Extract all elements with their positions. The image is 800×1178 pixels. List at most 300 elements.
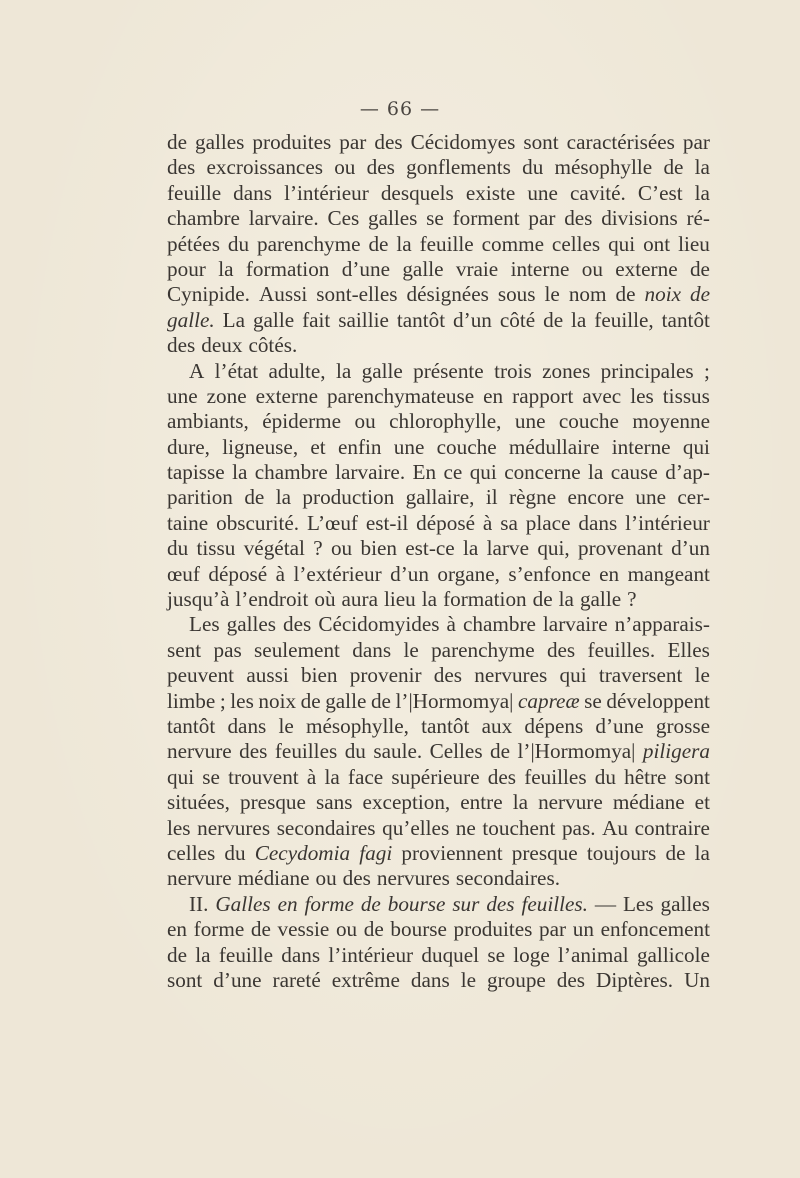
word: la xyxy=(421,587,438,612)
text-line xyxy=(167,359,710,384)
word: de xyxy=(615,282,636,307)
word: tissus xyxy=(662,383,710,408)
word: de xyxy=(360,891,381,916)
word: Celles xyxy=(429,739,483,764)
word: un xyxy=(572,917,594,942)
word: ou xyxy=(354,409,376,434)
word: chambre xyxy=(254,460,328,485)
word: côtés. xyxy=(248,333,298,358)
word: de xyxy=(167,942,187,967)
word: concerne xyxy=(504,460,581,485)
word: Galles xyxy=(215,891,271,916)
text-line xyxy=(167,841,710,866)
word: existe xyxy=(465,180,516,205)
word: Diptères. xyxy=(596,967,674,992)
word: par xyxy=(339,130,367,154)
word: saillie xyxy=(338,307,389,332)
word: forme xyxy=(193,917,245,942)
word: de xyxy=(663,155,684,180)
word: des xyxy=(556,967,586,992)
word: ont xyxy=(643,231,671,256)
word: galle xyxy=(579,587,622,612)
word: et xyxy=(310,434,326,459)
word: provenant xyxy=(578,536,663,561)
word: tantôt xyxy=(661,307,710,332)
word: noix xyxy=(644,282,681,307)
word: galles xyxy=(660,891,710,916)
word: La xyxy=(222,307,245,332)
word: face xyxy=(347,764,384,789)
word: jusqu’à xyxy=(167,587,230,612)
text-line xyxy=(167,689,710,714)
word: qui xyxy=(559,663,587,688)
word: à xyxy=(275,561,286,586)
word: caractérisées xyxy=(566,130,675,154)
word: encore xyxy=(567,485,624,510)
word: l’animal xyxy=(558,942,629,967)
word: ambiants, xyxy=(167,409,249,434)
word: une xyxy=(393,434,425,459)
word: de xyxy=(244,485,265,510)
text-line xyxy=(167,435,710,460)
word: trois xyxy=(494,358,532,383)
word: déposé xyxy=(416,510,476,535)
word: la xyxy=(335,358,352,383)
word: lieu xyxy=(384,587,416,612)
word: nervures xyxy=(197,815,271,840)
word: la xyxy=(232,460,248,485)
word: L’œuf xyxy=(306,510,358,535)
word: parenchymateuse xyxy=(327,383,475,408)
word: limbe xyxy=(167,688,216,713)
word: la xyxy=(463,536,479,561)
word: avec xyxy=(582,383,622,408)
word: et xyxy=(694,790,710,815)
text-line xyxy=(167,714,710,739)
word: le xyxy=(694,663,710,688)
word: zones xyxy=(542,358,591,383)
word: feuille xyxy=(419,231,474,256)
word: ligneuse, xyxy=(222,434,299,459)
word: aussi xyxy=(246,663,289,688)
word: ? xyxy=(313,536,323,561)
word: dans xyxy=(227,713,267,738)
word: desquels xyxy=(380,180,454,205)
word: le xyxy=(403,637,419,662)
word: bourse xyxy=(390,917,447,942)
word: vraie xyxy=(455,256,499,281)
word: nom xyxy=(568,282,607,307)
word: galles xyxy=(195,130,245,154)
word: galle xyxy=(402,256,444,281)
word: nervures xyxy=(474,663,548,688)
word: des xyxy=(167,155,196,180)
word: forment xyxy=(452,206,520,231)
word: vessie xyxy=(277,917,330,942)
word: en xyxy=(599,561,620,586)
word: galle xyxy=(361,358,403,383)
word: du xyxy=(344,739,366,764)
word: saule. xyxy=(373,739,423,764)
word: trouvent xyxy=(228,764,299,789)
word: Un xyxy=(684,967,710,992)
word: des xyxy=(283,612,312,637)
text-line xyxy=(167,384,710,409)
word: organe, xyxy=(437,561,500,586)
word: chlorophylle, xyxy=(389,409,502,434)
word: où xyxy=(314,587,336,612)
word: nervure xyxy=(167,739,232,764)
word: couche xyxy=(436,434,497,459)
body-text xyxy=(167,130,710,993)
text-line xyxy=(167,485,710,510)
word: enfoncement xyxy=(600,917,710,942)
word: traversent xyxy=(598,663,683,688)
word: une xyxy=(167,383,198,408)
word: noix xyxy=(258,688,297,713)
word: dépens xyxy=(524,713,584,738)
word: feuille xyxy=(218,942,273,967)
word: la xyxy=(558,587,574,612)
word: bourse xyxy=(387,891,446,916)
word: se xyxy=(584,688,602,713)
word: des xyxy=(564,206,593,231)
word: situées, xyxy=(167,790,230,815)
word: qui xyxy=(682,434,710,459)
text-line xyxy=(167,612,710,637)
word: lieu xyxy=(678,231,710,256)
word: sont-elles xyxy=(316,282,398,307)
word: Cynipide. xyxy=(167,282,250,307)
word: grosse xyxy=(655,713,710,738)
word: moyenne xyxy=(632,409,710,434)
word: de xyxy=(543,307,564,332)
word: rapport xyxy=(512,383,574,408)
word: feuille, xyxy=(594,307,654,332)
word: sans xyxy=(315,790,353,815)
word: feuilles. xyxy=(521,891,588,916)
word: Aussi xyxy=(258,282,308,307)
word: celles xyxy=(551,231,601,256)
word: ou xyxy=(330,536,353,561)
word: mésophylle, xyxy=(305,713,409,738)
word: sont xyxy=(523,130,559,154)
word: du xyxy=(224,840,246,865)
word: divisions xyxy=(601,206,678,231)
word: interne xyxy=(510,256,570,281)
word: touchent xyxy=(482,815,556,840)
word: peuvent xyxy=(167,663,235,688)
word: — xyxy=(594,891,617,916)
word: Cécidomyides xyxy=(318,612,440,637)
word: larvaire xyxy=(542,612,608,637)
text-line xyxy=(167,155,710,180)
word: dans xyxy=(578,510,618,535)
word: côté xyxy=(499,307,536,332)
word: du xyxy=(227,231,250,256)
word: des xyxy=(167,333,196,358)
text-line xyxy=(167,866,710,891)
word: se xyxy=(202,764,220,789)
word: il xyxy=(485,485,498,510)
word: de xyxy=(250,917,271,942)
word: Cécidomyes xyxy=(410,130,516,154)
word: l’intérieur xyxy=(328,942,414,967)
word: de xyxy=(370,688,391,713)
text-line xyxy=(167,181,710,206)
word: presque xyxy=(240,790,306,815)
word: dans xyxy=(410,967,450,992)
word: déposé xyxy=(208,561,268,586)
word: secondaires. xyxy=(455,866,561,891)
word: ; xyxy=(219,688,226,713)
text-line xyxy=(167,892,710,917)
word: feuilles. xyxy=(587,637,656,662)
word: couche xyxy=(558,409,619,434)
word: du xyxy=(522,155,544,180)
word: qui xyxy=(608,231,636,256)
word: feuille xyxy=(167,180,222,205)
word: aux xyxy=(481,713,513,738)
word: mésophylle xyxy=(554,155,653,180)
word: proviennent xyxy=(401,840,503,865)
text-line xyxy=(167,562,710,587)
word: de xyxy=(300,688,321,713)
word: tantôt xyxy=(167,713,216,738)
word: cer- xyxy=(677,485,710,510)
word: larvaire. xyxy=(335,460,406,485)
word: l’état xyxy=(214,358,259,383)
word: tapisse xyxy=(167,460,225,485)
word: à xyxy=(306,764,317,789)
text-line xyxy=(167,790,710,815)
word: fait xyxy=(302,307,331,332)
word: tissu xyxy=(196,536,236,561)
text-line xyxy=(167,739,710,764)
word: ou xyxy=(581,256,603,281)
word: l’intérieur xyxy=(284,180,369,205)
word: Cecydomia xyxy=(254,840,351,865)
word: la xyxy=(694,840,710,865)
word: d’un xyxy=(671,536,710,561)
word: des xyxy=(487,764,517,789)
word: s’enfonce xyxy=(508,561,591,586)
word: sent xyxy=(167,637,202,662)
word: la xyxy=(571,307,587,332)
word: une xyxy=(514,409,546,434)
word: ; xyxy=(703,358,710,383)
word: les xyxy=(630,383,654,408)
word: de xyxy=(689,256,710,281)
word: C’est xyxy=(637,180,683,205)
word: larve xyxy=(486,536,529,561)
word: dans xyxy=(233,180,273,205)
word: la xyxy=(694,180,710,205)
word: pas. xyxy=(561,815,596,840)
word: sur xyxy=(452,891,480,916)
word: sa xyxy=(500,510,518,535)
text-line xyxy=(167,968,710,993)
text-line xyxy=(167,282,710,307)
text-line xyxy=(167,333,710,358)
word: d’une xyxy=(595,713,644,738)
word: développent xyxy=(606,688,710,713)
word: l’|Hormomya| xyxy=(395,688,514,713)
word: externe xyxy=(255,383,318,408)
text-line xyxy=(167,460,710,485)
word: l’extérieur xyxy=(293,561,382,586)
word: galles xyxy=(226,612,277,637)
text-line xyxy=(167,638,710,663)
word: les xyxy=(230,688,254,713)
word: galle xyxy=(325,688,367,713)
word: parition xyxy=(167,485,233,510)
word: Ces xyxy=(327,206,360,231)
word: qui, xyxy=(537,536,570,561)
word: des xyxy=(433,663,463,688)
word: le xyxy=(278,713,294,738)
word: par xyxy=(528,206,556,231)
word: de xyxy=(167,130,187,154)
word: hêtre xyxy=(624,764,667,789)
word: médiane xyxy=(237,866,310,891)
word: végétal xyxy=(243,536,305,561)
word: loge xyxy=(513,942,550,967)
word: galle xyxy=(252,307,295,332)
word: Elles xyxy=(667,637,710,662)
word: qui xyxy=(469,460,497,485)
word: ré- xyxy=(686,206,710,231)
word: bien xyxy=(360,536,397,561)
text-line xyxy=(167,536,710,561)
word: du xyxy=(167,536,189,561)
word: la xyxy=(512,790,528,815)
word: par xyxy=(539,917,567,942)
word: l’intérieur xyxy=(625,510,710,535)
word: la xyxy=(195,942,211,967)
word: n’apparais- xyxy=(614,612,710,637)
word: dure, xyxy=(167,434,210,459)
word: comme xyxy=(481,231,544,256)
word: de xyxy=(532,587,553,612)
word: la xyxy=(324,764,340,789)
word: cavité. xyxy=(569,180,626,205)
word: larvaire. xyxy=(248,206,319,231)
word: formation xyxy=(443,587,527,612)
word: fagi xyxy=(359,840,393,865)
word: la xyxy=(588,460,604,485)
word: chambre xyxy=(167,206,240,231)
word: pour xyxy=(167,256,206,281)
word: en xyxy=(483,383,504,408)
word: sont xyxy=(674,764,710,789)
word: se xyxy=(487,942,505,967)
word: galles xyxy=(367,206,418,231)
word: ne xyxy=(455,815,476,840)
word: d’une xyxy=(341,256,390,281)
text-line xyxy=(167,308,710,333)
word: principales xyxy=(600,358,694,383)
word: en xyxy=(167,917,187,942)
word: taine xyxy=(167,510,209,535)
word: excroissances xyxy=(206,155,323,180)
word: à xyxy=(446,612,456,637)
word: enfin xyxy=(337,434,382,459)
word: obscurité. xyxy=(216,510,300,535)
word: l’|Hormomya| xyxy=(517,739,636,764)
word: de xyxy=(363,917,384,942)
word: du xyxy=(594,764,616,789)
page-number: — 66 — xyxy=(359,98,441,120)
word: rareté xyxy=(272,967,321,992)
word: duquel xyxy=(421,942,480,967)
word: supérieure xyxy=(391,764,480,789)
word: gonflements xyxy=(406,155,511,180)
word: extrême xyxy=(331,967,400,992)
word: de xyxy=(368,231,389,256)
word: seulement xyxy=(254,637,340,662)
word: produites xyxy=(252,130,332,154)
word: la xyxy=(275,485,292,510)
word: désignées xyxy=(406,282,489,307)
word: de xyxy=(490,739,511,764)
word: tantôt xyxy=(396,307,446,332)
word: à xyxy=(482,510,493,535)
word: feuilles xyxy=(274,739,338,764)
word: production xyxy=(302,485,395,510)
word: interne xyxy=(611,434,671,459)
text-line xyxy=(167,816,710,841)
word: ou xyxy=(334,155,356,180)
word: mangeant xyxy=(627,561,710,586)
word: deux xyxy=(201,333,243,358)
word: le xyxy=(460,967,477,992)
text-line xyxy=(167,663,710,688)
word: qui xyxy=(167,764,195,789)
text-line xyxy=(167,587,710,612)
text-line xyxy=(167,511,710,536)
word: provenir xyxy=(349,663,422,688)
word: A xyxy=(189,358,205,383)
word: la xyxy=(218,256,234,281)
word: contraire xyxy=(634,815,710,840)
word: le xyxy=(544,282,560,307)
word: ce xyxy=(443,460,463,485)
word: secondaires xyxy=(276,815,376,840)
word: tantôt xyxy=(421,713,470,738)
word: médullaire xyxy=(508,434,600,459)
word: dans xyxy=(281,942,321,967)
word: en xyxy=(277,891,298,916)
word: Les xyxy=(189,612,220,637)
word: sous xyxy=(497,282,536,307)
word: zone xyxy=(206,383,247,408)
word: produites xyxy=(453,917,533,942)
word: bien xyxy=(300,663,338,688)
word: une xyxy=(527,180,558,205)
word: toujours xyxy=(586,840,657,865)
word: des xyxy=(239,739,268,764)
word: ? xyxy=(627,587,637,612)
word: capreæ xyxy=(518,688,580,713)
word: chambre xyxy=(462,612,536,637)
word: des xyxy=(366,155,395,180)
word: d’un xyxy=(453,307,492,332)
word: II. xyxy=(189,891,209,916)
word: épiderme xyxy=(262,409,342,434)
word: gallaire, xyxy=(405,485,475,510)
word: les xyxy=(167,815,191,840)
